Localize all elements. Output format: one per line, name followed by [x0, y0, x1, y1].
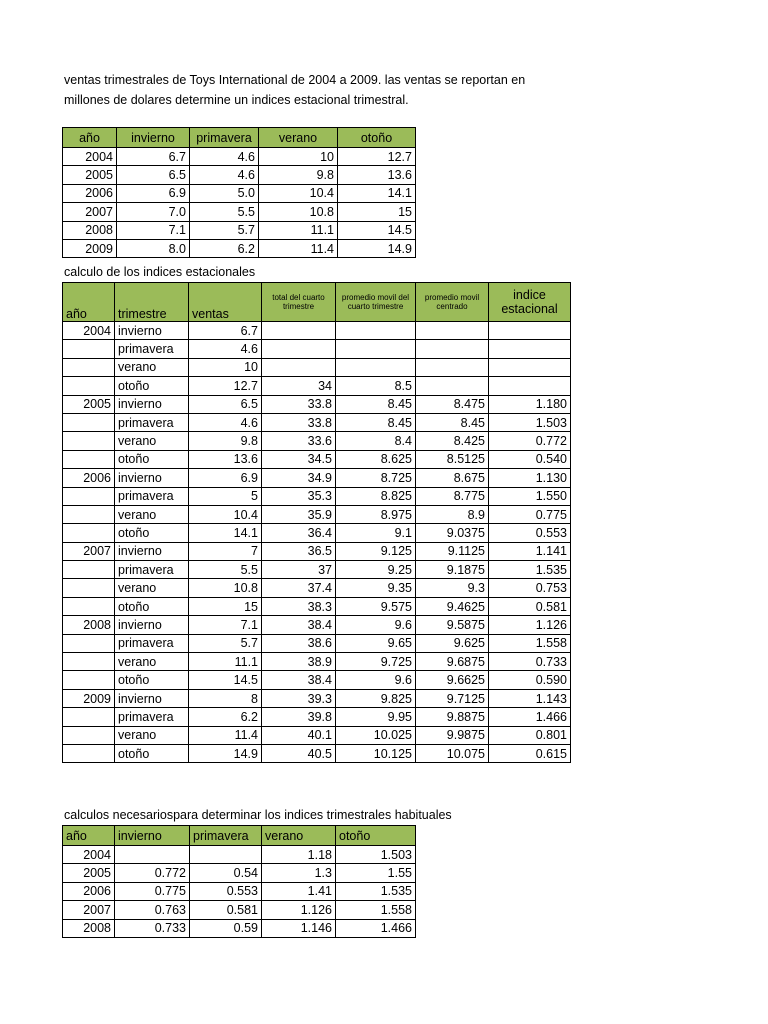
table-row — [63, 919, 416, 937]
table-cell: 1.180 — [489, 395, 571, 413]
table-cell: 5.7 — [189, 634, 262, 652]
table-row — [63, 395, 571, 413]
table-cell: 14.1 — [338, 184, 416, 202]
table-row — [63, 203, 416, 221]
table-cell: 1.503 — [336, 846, 416, 864]
table-cell: 15 — [338, 203, 416, 221]
table-row — [63, 864, 416, 882]
table-cell — [416, 322, 489, 340]
table-cell — [336, 358, 416, 376]
table-cell: primavera — [115, 413, 189, 431]
table-row — [63, 689, 571, 707]
table-cell: 14.9 — [338, 239, 416, 257]
table-cell: 2007 — [63, 542, 115, 560]
column-header: año — [63, 128, 117, 148]
table-row — [63, 579, 571, 597]
table-cell: 0.733 — [489, 653, 571, 671]
table-cell: 10 — [259, 148, 338, 166]
table-cell: 5.0 — [190, 184, 259, 202]
table-cell: 9.1125 — [416, 542, 489, 560]
table-cell: 1.466 — [336, 919, 416, 937]
table-cell: primavera — [115, 561, 189, 579]
table-cell: 14.5 — [338, 221, 416, 239]
table-cell: 5 — [189, 487, 262, 505]
table-cell: 33.8 — [262, 395, 336, 413]
table-cell: 8.9 — [416, 505, 489, 523]
table-cell: 2006 — [63, 184, 117, 202]
table-cell: 36.4 — [262, 524, 336, 542]
intro-line-2: millones de dolares determine un indices estacional trimestral. — [64, 93, 409, 107]
table-cell: primavera — [115, 708, 189, 726]
table-cell: 37.4 — [262, 579, 336, 597]
table-row — [63, 524, 571, 542]
table-cell: 6.7 — [189, 322, 262, 340]
table-row — [63, 450, 571, 468]
table-cell: verano — [115, 579, 189, 597]
table-cell — [63, 561, 115, 579]
table-row — [63, 358, 571, 376]
table-cell: 6.9 — [117, 184, 190, 202]
table-cell: 13.6 — [189, 450, 262, 468]
column-header: verano — [259, 128, 338, 148]
table-cell: 2007 — [63, 203, 117, 221]
table-cell — [489, 377, 571, 395]
table-cell: 6.5 — [189, 395, 262, 413]
table-cell: 8.45 — [336, 413, 416, 431]
table-cell: otoño — [115, 597, 189, 615]
column-header: total del cuarto trimestre — [262, 283, 336, 322]
table-cell: 34.5 — [262, 450, 336, 468]
table-cell: 10.125 — [336, 744, 416, 762]
table-cell: 0.553 — [190, 882, 262, 900]
table-row — [63, 340, 571, 358]
table-cell: 10.4 — [189, 505, 262, 523]
table-cell: 8.775 — [416, 487, 489, 505]
table-cell: 9.7125 — [416, 689, 489, 707]
table-cell: 36.5 — [262, 542, 336, 560]
table-cell: 39.8 — [262, 708, 336, 726]
table-row — [63, 377, 571, 395]
table-cell: 2007 — [63, 901, 115, 919]
table-cell: 6.9 — [189, 469, 262, 487]
table-cell — [63, 432, 115, 450]
column-header: año — [63, 826, 115, 846]
table-cell: 2009 — [63, 239, 117, 257]
table-row — [63, 597, 571, 615]
table-cell — [115, 846, 190, 864]
table-cell: 1.55 — [336, 864, 416, 882]
table-cell: 8.625 — [336, 450, 416, 468]
table-cell: 2005 — [63, 166, 117, 184]
table-cell: 14.9 — [189, 744, 262, 762]
table-cell: 11.4 — [189, 726, 262, 744]
table-row — [63, 653, 571, 671]
table-row — [63, 322, 571, 340]
table-cell: 6.7 — [117, 148, 190, 166]
table-row — [63, 432, 571, 450]
table-cell: 8.4 — [336, 432, 416, 450]
table-cell: 0.772 — [115, 864, 190, 882]
table-cell: 0.59 — [190, 919, 262, 937]
column-header: año — [63, 283, 115, 322]
table-cell: 9.6875 — [416, 653, 489, 671]
table-cell: 38.4 — [262, 671, 336, 689]
table-cell — [63, 671, 115, 689]
table-cell: verano — [115, 432, 189, 450]
table-cell: 13.6 — [338, 166, 416, 184]
table-cell: 1.130 — [489, 469, 571, 487]
table-cell: invierno — [115, 689, 189, 707]
table-cell: primavera — [115, 634, 189, 652]
table-cell: 0.753 — [489, 579, 571, 597]
table-cell: 0.763 — [115, 901, 190, 919]
table-cell: 10 — [189, 358, 262, 376]
table-cell: 9.8 — [189, 432, 262, 450]
table-cell — [489, 322, 571, 340]
quarterly-table-body — [63, 846, 416, 938]
table-cell: 35.9 — [262, 505, 336, 523]
table-cell: verano — [115, 726, 189, 744]
column-header: ventas — [189, 283, 262, 322]
table-cell: 0.733 — [115, 919, 190, 937]
table-row — [63, 726, 571, 744]
table-cell: 1.126 — [489, 616, 571, 634]
table-cell: 10.4 — [259, 184, 338, 202]
table-cell: 9.6625 — [416, 671, 489, 689]
table-cell: 9.625 — [416, 634, 489, 652]
table-cell — [63, 653, 115, 671]
table-cell: 9.1875 — [416, 561, 489, 579]
table-row — [63, 708, 571, 726]
table-cell: 15 — [189, 597, 262, 615]
table-cell: 1.558 — [336, 901, 416, 919]
table-cell: 9.575 — [336, 597, 416, 615]
table-row — [63, 882, 416, 900]
table-cell — [63, 579, 115, 597]
table-row — [63, 634, 571, 652]
table-cell: 35.3 — [262, 487, 336, 505]
table-cell — [63, 708, 115, 726]
table-cell: 34.9 — [262, 469, 336, 487]
table-cell: otoño — [115, 744, 189, 762]
table-cell — [336, 322, 416, 340]
table-row — [63, 542, 571, 560]
table-cell: otoño — [115, 377, 189, 395]
table-cell — [416, 340, 489, 358]
table-cell: 2008 — [63, 616, 115, 634]
table-cell: 8.45 — [336, 395, 416, 413]
column-header: primavera — [190, 128, 259, 148]
table-row — [63, 239, 416, 257]
column-header: otoño — [338, 128, 416, 148]
table-row — [63, 487, 571, 505]
table-cell: 12.7 — [189, 377, 262, 395]
seasonal-index-table — [62, 282, 571, 763]
table-row — [63, 561, 571, 579]
table-cell: 2004 — [63, 846, 115, 864]
table-cell: invierno — [115, 469, 189, 487]
table-cell: 37 — [262, 561, 336, 579]
table-cell: 11.4 — [259, 239, 338, 257]
table-cell: 9.8 — [259, 166, 338, 184]
table-cell: 38.6 — [262, 634, 336, 652]
caption-seasonal-calc: calculo de los indices estacionales — [64, 265, 256, 279]
table-row — [63, 671, 571, 689]
table-row — [63, 469, 571, 487]
table-cell: invierno — [115, 542, 189, 560]
table-cell — [63, 413, 115, 431]
table-cell: 8.725 — [336, 469, 416, 487]
table-row — [63, 505, 571, 523]
table-cell: 10.075 — [416, 744, 489, 762]
table-row — [63, 846, 416, 864]
column-header: primavera — [190, 826, 262, 846]
table-cell: 9.4625 — [416, 597, 489, 615]
table-cell: verano — [115, 505, 189, 523]
table-cell: 5.7 — [190, 221, 259, 239]
table-cell: 0.553 — [489, 524, 571, 542]
table-cell: 0.615 — [489, 744, 571, 762]
table-cell: otoño — [115, 450, 189, 468]
table-cell: 8.825 — [336, 487, 416, 505]
column-header: promedio movil del cuarto trimestre — [336, 283, 416, 322]
table-cell: 9.6 — [336, 616, 416, 634]
table-cell: 1.143 — [489, 689, 571, 707]
table-cell: primavera — [115, 487, 189, 505]
table-cell: 1.146 — [262, 919, 336, 937]
table-cell: 2005 — [63, 864, 115, 882]
quarterly-index-table — [62, 825, 416, 938]
table-cell: 9.725 — [336, 653, 416, 671]
column-header: trimestre — [115, 283, 189, 322]
table-row — [63, 413, 571, 431]
seasonal-table-body — [63, 322, 571, 763]
table-cell: 10.8 — [189, 579, 262, 597]
table-row — [63, 744, 571, 762]
table-row — [63, 901, 416, 919]
table-cell: 33.6 — [262, 432, 336, 450]
table-cell: 8.5125 — [416, 450, 489, 468]
table-cell: 2008 — [63, 221, 117, 239]
table-cell — [63, 505, 115, 523]
table-cell — [63, 726, 115, 744]
table-cell: 9.6 — [336, 671, 416, 689]
table-cell: invierno — [115, 322, 189, 340]
seasonal-table-header — [63, 283, 571, 322]
table-cell: 9.3 — [416, 579, 489, 597]
table-row — [63, 148, 416, 166]
column-header: verano — [262, 826, 336, 846]
table-cell — [63, 358, 115, 376]
table-cell — [416, 358, 489, 376]
table-cell: 14.5 — [189, 671, 262, 689]
table-cell — [63, 377, 115, 395]
table-cell: 0.801 — [489, 726, 571, 744]
table-cell: 0.772 — [489, 432, 571, 450]
table-cell: invierno — [115, 395, 189, 413]
table-cell: 4.6 — [190, 148, 259, 166]
table-cell: 4.6 — [189, 340, 262, 358]
table-cell: verano — [115, 358, 189, 376]
table-row — [63, 184, 416, 202]
table-cell: 2008 — [63, 919, 115, 937]
table-cell: 38.3 — [262, 597, 336, 615]
table-cell: 9.25 — [336, 561, 416, 579]
table-cell: 8.675 — [416, 469, 489, 487]
table-cell: 38.9 — [262, 653, 336, 671]
table-cell: 39.3 — [262, 689, 336, 707]
table-cell: 7 — [189, 542, 262, 560]
sales-table-header — [63, 128, 416, 148]
table-cell: 8.0 — [117, 239, 190, 257]
table-cell — [63, 524, 115, 542]
table-cell — [63, 597, 115, 615]
table-cell — [63, 487, 115, 505]
table-cell: 33.8 — [262, 413, 336, 431]
table-cell — [262, 340, 336, 358]
table-cell: 9.5875 — [416, 616, 489, 634]
quarterly-table-header — [63, 826, 416, 846]
column-header: invierno — [115, 826, 190, 846]
table-cell: 38.4 — [262, 616, 336, 634]
table-cell: 8.975 — [336, 505, 416, 523]
table-cell — [262, 322, 336, 340]
table-cell: 11.1 — [189, 653, 262, 671]
table-cell: 9.65 — [336, 634, 416, 652]
table-cell: 40.5 — [262, 744, 336, 762]
table-cell: 14.1 — [189, 524, 262, 542]
table-cell: 2006 — [63, 882, 115, 900]
table-cell — [63, 340, 115, 358]
table-cell: 7.1 — [189, 616, 262, 634]
caption-quarterly-calc: calculos necesariospara determinar los indices trimestrales habituales — [64, 808, 452, 822]
table-row — [63, 616, 571, 634]
table-cell: 9.8875 — [416, 708, 489, 726]
column-header: otoño — [336, 826, 416, 846]
table-cell: 1.126 — [262, 901, 336, 919]
table-cell: 8.475 — [416, 395, 489, 413]
table-cell: 6.2 — [190, 239, 259, 257]
table-cell: 1.558 — [489, 634, 571, 652]
table-cell: 2004 — [63, 148, 117, 166]
table-cell: 2004 — [63, 322, 115, 340]
table-cell: 0.590 — [489, 671, 571, 689]
table-cell: primavera — [115, 340, 189, 358]
table-cell: 10.025 — [336, 726, 416, 744]
table-cell: 1.535 — [489, 561, 571, 579]
table-cell: 9.95 — [336, 708, 416, 726]
table-cell — [63, 634, 115, 652]
table-cell: 8.45 — [416, 413, 489, 431]
table-cell: 6.5 — [117, 166, 190, 184]
table-cell: 10.8 — [259, 203, 338, 221]
table-cell — [489, 340, 571, 358]
table-cell — [262, 358, 336, 376]
table-cell: 8.425 — [416, 432, 489, 450]
table-cell: otoño — [115, 671, 189, 689]
sales-table-body — [63, 148, 416, 258]
table-cell: 1.141 — [489, 542, 571, 560]
table-cell: 5.5 — [189, 561, 262, 579]
table-cell: 1.3 — [262, 864, 336, 882]
table-cell: invierno — [115, 616, 189, 634]
table-cell: 1.18 — [262, 846, 336, 864]
table-cell: 0.581 — [489, 597, 571, 615]
table-cell: 2006 — [63, 469, 115, 487]
column-header: promedio movil centrado — [416, 283, 489, 322]
table-cell: 34 — [262, 377, 336, 395]
table-cell: 8.5 — [336, 377, 416, 395]
table-cell: 1.550 — [489, 487, 571, 505]
table-cell — [190, 846, 262, 864]
table-cell: 2005 — [63, 395, 115, 413]
table-cell: 5.5 — [190, 203, 259, 221]
table-cell: 9.9875 — [416, 726, 489, 744]
sales-table — [62, 127, 416, 258]
table-cell: 9.1 — [336, 524, 416, 542]
table-row — [63, 166, 416, 184]
table-cell: 6.2 — [189, 708, 262, 726]
table-cell: 7.0 — [117, 203, 190, 221]
table-row — [63, 221, 416, 239]
table-cell: 8 — [189, 689, 262, 707]
table-cell: 40.1 — [262, 726, 336, 744]
table-cell: verano — [115, 653, 189, 671]
table-cell: 0.540 — [489, 450, 571, 468]
table-cell: 0.775 — [115, 882, 190, 900]
table-cell: 9.0375 — [416, 524, 489, 542]
table-cell: 4.6 — [189, 413, 262, 431]
table-cell: 1.535 — [336, 882, 416, 900]
table-cell — [489, 358, 571, 376]
table-cell: 1.466 — [489, 708, 571, 726]
column-header: invierno — [117, 128, 190, 148]
table-cell — [63, 450, 115, 468]
table-cell: 7.1 — [117, 221, 190, 239]
table-cell: 9.125 — [336, 542, 416, 560]
intro-line-1: ventas trimestrales de Toys International de 2004 a 2009. las ventas se reportan en — [64, 73, 526, 87]
table-cell: 9.825 — [336, 689, 416, 707]
table-cell: 2009 — [63, 689, 115, 707]
table-cell: 12.7 — [338, 148, 416, 166]
table-cell: otoño — [115, 524, 189, 542]
table-cell: 0.581 — [190, 901, 262, 919]
table-cell — [336, 340, 416, 358]
table-cell: 0.775 — [489, 505, 571, 523]
table-cell — [63, 744, 115, 762]
table-cell: 0.54 — [190, 864, 262, 882]
table-cell: 4.6 — [190, 166, 259, 184]
table-cell: 1.503 — [489, 413, 571, 431]
table-cell: 1.41 — [262, 882, 336, 900]
table-cell — [416, 377, 489, 395]
column-header: indice estacional — [489, 283, 571, 322]
table-cell: 9.35 — [336, 579, 416, 597]
table-cell: 11.1 — [259, 221, 338, 239]
